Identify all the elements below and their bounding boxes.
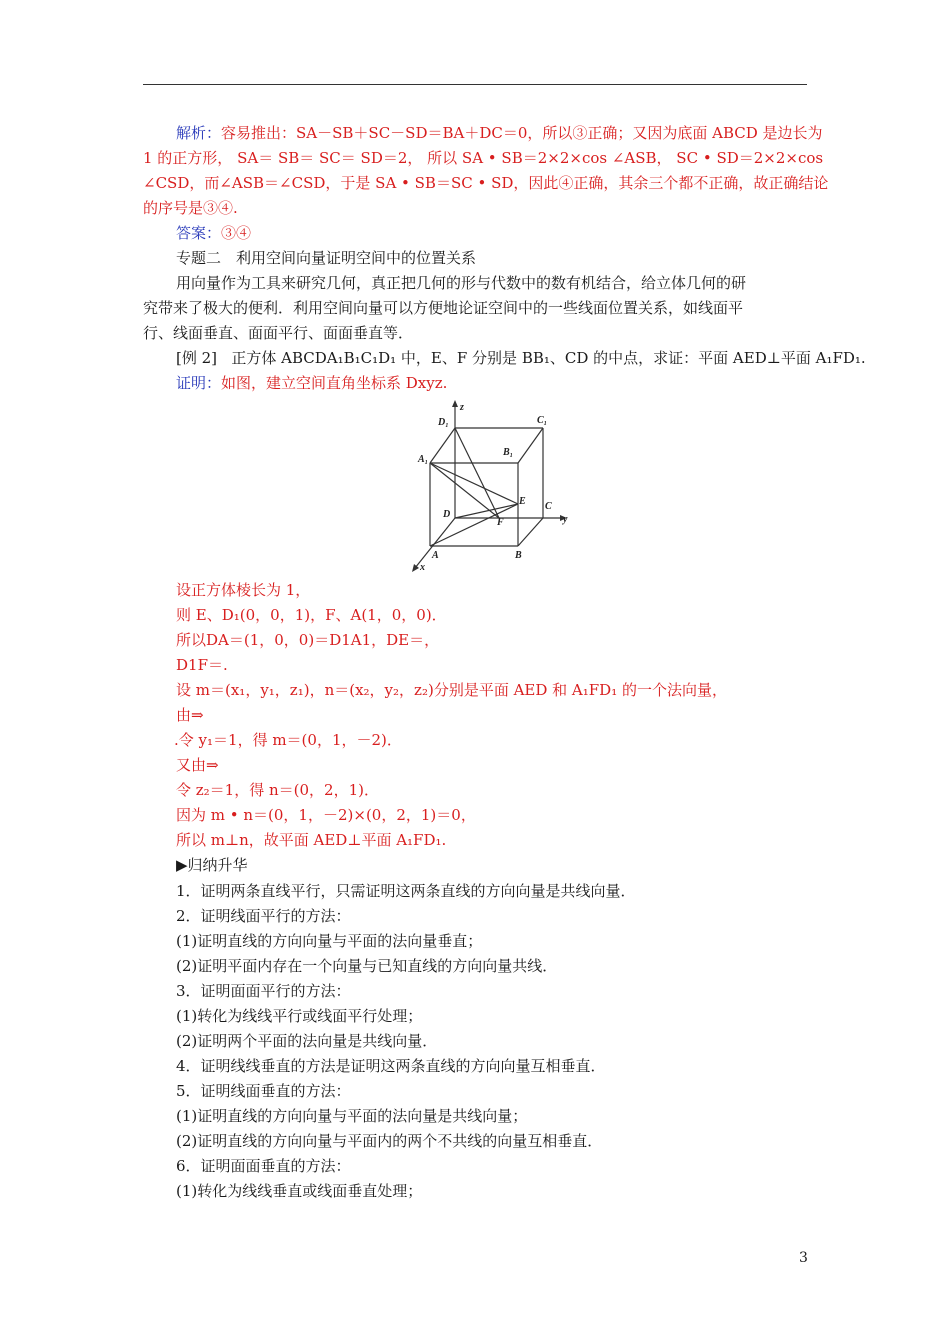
label-d: D xyxy=(443,509,451,520)
summary-line-4: (2)证明平面内存在一个向量与已知直线的方向向量共线． xyxy=(176,957,558,975)
proof-text: 如图，建立空间直角坐标系 Dxyz. xyxy=(221,374,448,392)
example-text: 正方体 ABCDA₁B₁C₁D₁ 中，E、F 分别是 BB₁、CD 的中点，求证：平面 AED⊥平面 A₁FD₁. xyxy=(231,349,866,367)
analysis-line-4: 的序号是③④. xyxy=(143,199,238,217)
summary-line-12: 6．证明面面垂直的方法： xyxy=(176,1157,351,1175)
label-y: y xyxy=(563,514,568,525)
topic-intro-1: 用向量作为工具来研究几何，真正把几何的形与代数中的数有机结合，给立体几何的研 xyxy=(176,274,747,292)
label-f: F xyxy=(497,517,504,528)
analysis-label: 解析： xyxy=(176,124,222,142)
analysis-line-1 xyxy=(176,123,823,143)
label-e: E xyxy=(519,496,526,507)
solution-line-3: 所以DA＝(1，0，0)＝D1A1，DE＝， xyxy=(176,631,440,649)
summary-heading: ▶归纳升华 xyxy=(176,856,248,874)
solution-line-2: 则 E、D₁(0，0，1)，F、A(1，0，0)． xyxy=(176,606,447,624)
edge-bc xyxy=(518,518,543,546)
label-a1: A₁ xyxy=(418,454,429,465)
solution-line-10: 因为 m • n＝(0，1，－2)×(0，2，1)＝0， xyxy=(176,806,476,824)
page-number: 3 xyxy=(799,1250,808,1266)
summary-line-6: (1)转化为线线平行或线面平行处理； xyxy=(176,1007,423,1025)
solution-line-9: 令 z₂＝1，得 n＝(0，2，1)． xyxy=(176,781,379,799)
label-b1: B₁ xyxy=(503,447,514,458)
summary-line-11: (2)证明直线的方向向量与平面内的两个不共线的向量互相垂直． xyxy=(176,1132,603,1150)
summary-line-7: (2)证明两个平面的法向量是共线向量． xyxy=(176,1032,438,1050)
proof-line xyxy=(176,373,447,393)
topic-intro-2: 究带来了极大的便利．利用空间向量可以方便地论证空间中的一些线面位置关系，如线面平 xyxy=(143,299,744,317)
solution-line-11: 所以 m⊥n，故平面 AED⊥平面 A₁FD₁. xyxy=(176,831,447,849)
segment-d1f xyxy=(455,428,499,518)
analysis-text: 容易推出：SA－SB＋SC－SD＝BA＋DC＝0，所以③正确；又因为底面 ABCD 是边长为 xyxy=(221,124,823,142)
label-z: z xyxy=(460,402,464,413)
topic-title: 专题二 利用空间向量证明空间中的位置关系 xyxy=(176,249,477,267)
summary-line-13: (1)转化为线线垂直或线面垂直处理； xyxy=(176,1182,423,1200)
summary-line-8: 4．证明线线垂直的方法是证明这两条直线的方向向量互相垂直． xyxy=(176,1057,606,1075)
solution-line-6: 由⇒ xyxy=(176,706,204,724)
edge-b1c1 xyxy=(518,428,543,463)
label-x: x xyxy=(420,562,425,573)
label-c1: C₁ xyxy=(537,415,548,426)
proof-label: 证明： xyxy=(176,374,222,392)
example-label: [例 2] xyxy=(176,349,218,367)
summary-line-5: 3．证明面面平行的方法： xyxy=(176,982,351,1000)
solution-line-5: 设 m＝(x₁，y₁，z₁)，n＝(x₂，y₂，z₂)分别是平面 AED 和 A₁FD₁ 的一个法向量， xyxy=(176,681,727,699)
summary-line-3: (1)证明直线的方向向量与平面的法向量垂直； xyxy=(176,932,483,950)
label-c: C xyxy=(545,501,552,512)
answer-value: ③④ xyxy=(221,224,252,242)
label-a: A xyxy=(432,550,439,561)
solution-line-1: 设正方体棱长为 1， xyxy=(176,581,311,599)
summary-line-2: 2．证明线面平行的方法： xyxy=(176,907,351,925)
example-line xyxy=(176,348,866,368)
header-rule xyxy=(143,84,807,85)
label-d1: D₁ xyxy=(438,417,449,428)
edge-a1d1 xyxy=(430,428,455,463)
answer-line xyxy=(176,223,251,243)
summary-line-10: (1)证明直线的方向向量与平面的法向量是共线向量； xyxy=(176,1107,528,1125)
solution-line-4: D1F＝. xyxy=(176,656,228,674)
topic-intro-3: 行、线面垂直、面面平行、面面垂直等． xyxy=(143,324,414,342)
solution-line-7: .令 y₁＝1，得 m＝(0，1，－2)． xyxy=(174,731,402,749)
label-b: B xyxy=(515,550,522,561)
z-arrow-icon xyxy=(452,400,458,407)
solution-line-8: 又由⇒ xyxy=(176,756,219,774)
summary-line-1: 1．证明两条直线平行，只需证明这两条直线的方向向量是共线向量． xyxy=(176,882,636,900)
cube-figure xyxy=(405,398,595,576)
answer-label: 答案： xyxy=(176,224,222,242)
segment-de xyxy=(455,504,518,518)
summary-line-9: 5．证明线面垂直的方法： xyxy=(176,1082,351,1100)
analysis-line-3: ∠CSD，而∠ASB＝∠CSD，于是 SA • SB＝SC • SD，因此④正确，其余三个都不正确，故正确结论 xyxy=(143,174,829,192)
analysis-line-2: 1 的正方形， SA＝ SB＝ SC＝ SD＝2， 所以 SA • SB＝2×2×cos ∠ASB， SC • SD＝2×2×cos xyxy=(143,149,824,167)
